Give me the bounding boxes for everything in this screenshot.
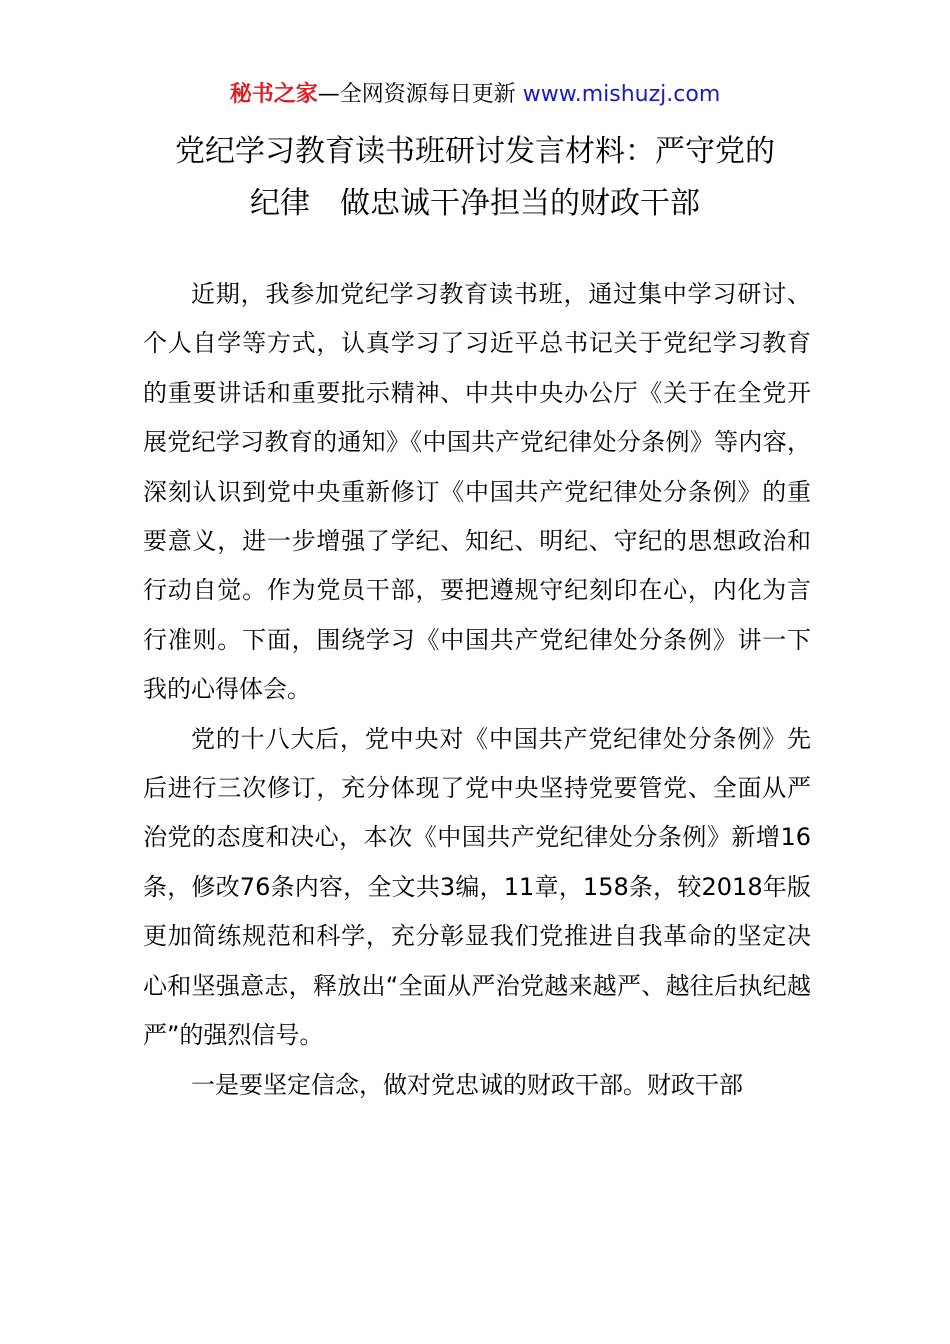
body-paragraph-3: 一是要坚定信念，做对党忠诚的财政干部。财政干部 [191,1070,743,1099]
title-line-2: 纪律 做忠诚干净担当的财政干部 [250,186,700,221]
document-title [60,126,890,230]
brand-name: 秘书之家 [229,82,318,107]
body-paragraph-2: 党的十八大后，党中央对《中国共产党纪律处分条例》先后进行三次修订，充分体现了党中央坚持党要管党、全面从严治党的态度和决心，本次《中国共产党纪律处分条例》新增16条，修改76条内容，全文共3编，11章，158条，较2018年版更加简练规范和科学，充分彰显我们党推进自我革命的坚定决心和坚强意志，释放出“全面从严治党越来越严、越往后执纪越严”的强烈信号。 [143,724,811,1050]
document-body [143,270,811,1110]
site-header [0,80,950,110]
body-paragraph-1: 近期，我参加党纪学习教育读书班，通过集中学习研讨、个人自学等方式，认真学习了习近平总书记关于党纪学习教育的重要讲话和重要批示精神、中共中央办公厅《关于在全党开展党纪学习教育的通知》《中国共产党纪律处分条例》等内容，深刻认识到党中央重新修订《中国共产党纪律处分条例》的重要意义，进一步增强了学纪、知纪、明纪、守纪的思想政治和行动自觉。作为党员干部，要把遵规守纪刻印在心，内化为言行准则。下面，围绕学习《中国共产党纪律处分条例》讲一下我的心得体会。 [143,280,811,704]
site-url-link[interactable]: www.mishuzj.com [522,82,721,107]
title-line-1: 党纪学习教育读书班研讨发言材料：严守党的 [175,134,775,169]
header-tagline: —全网资源每日更新 [317,82,523,107]
